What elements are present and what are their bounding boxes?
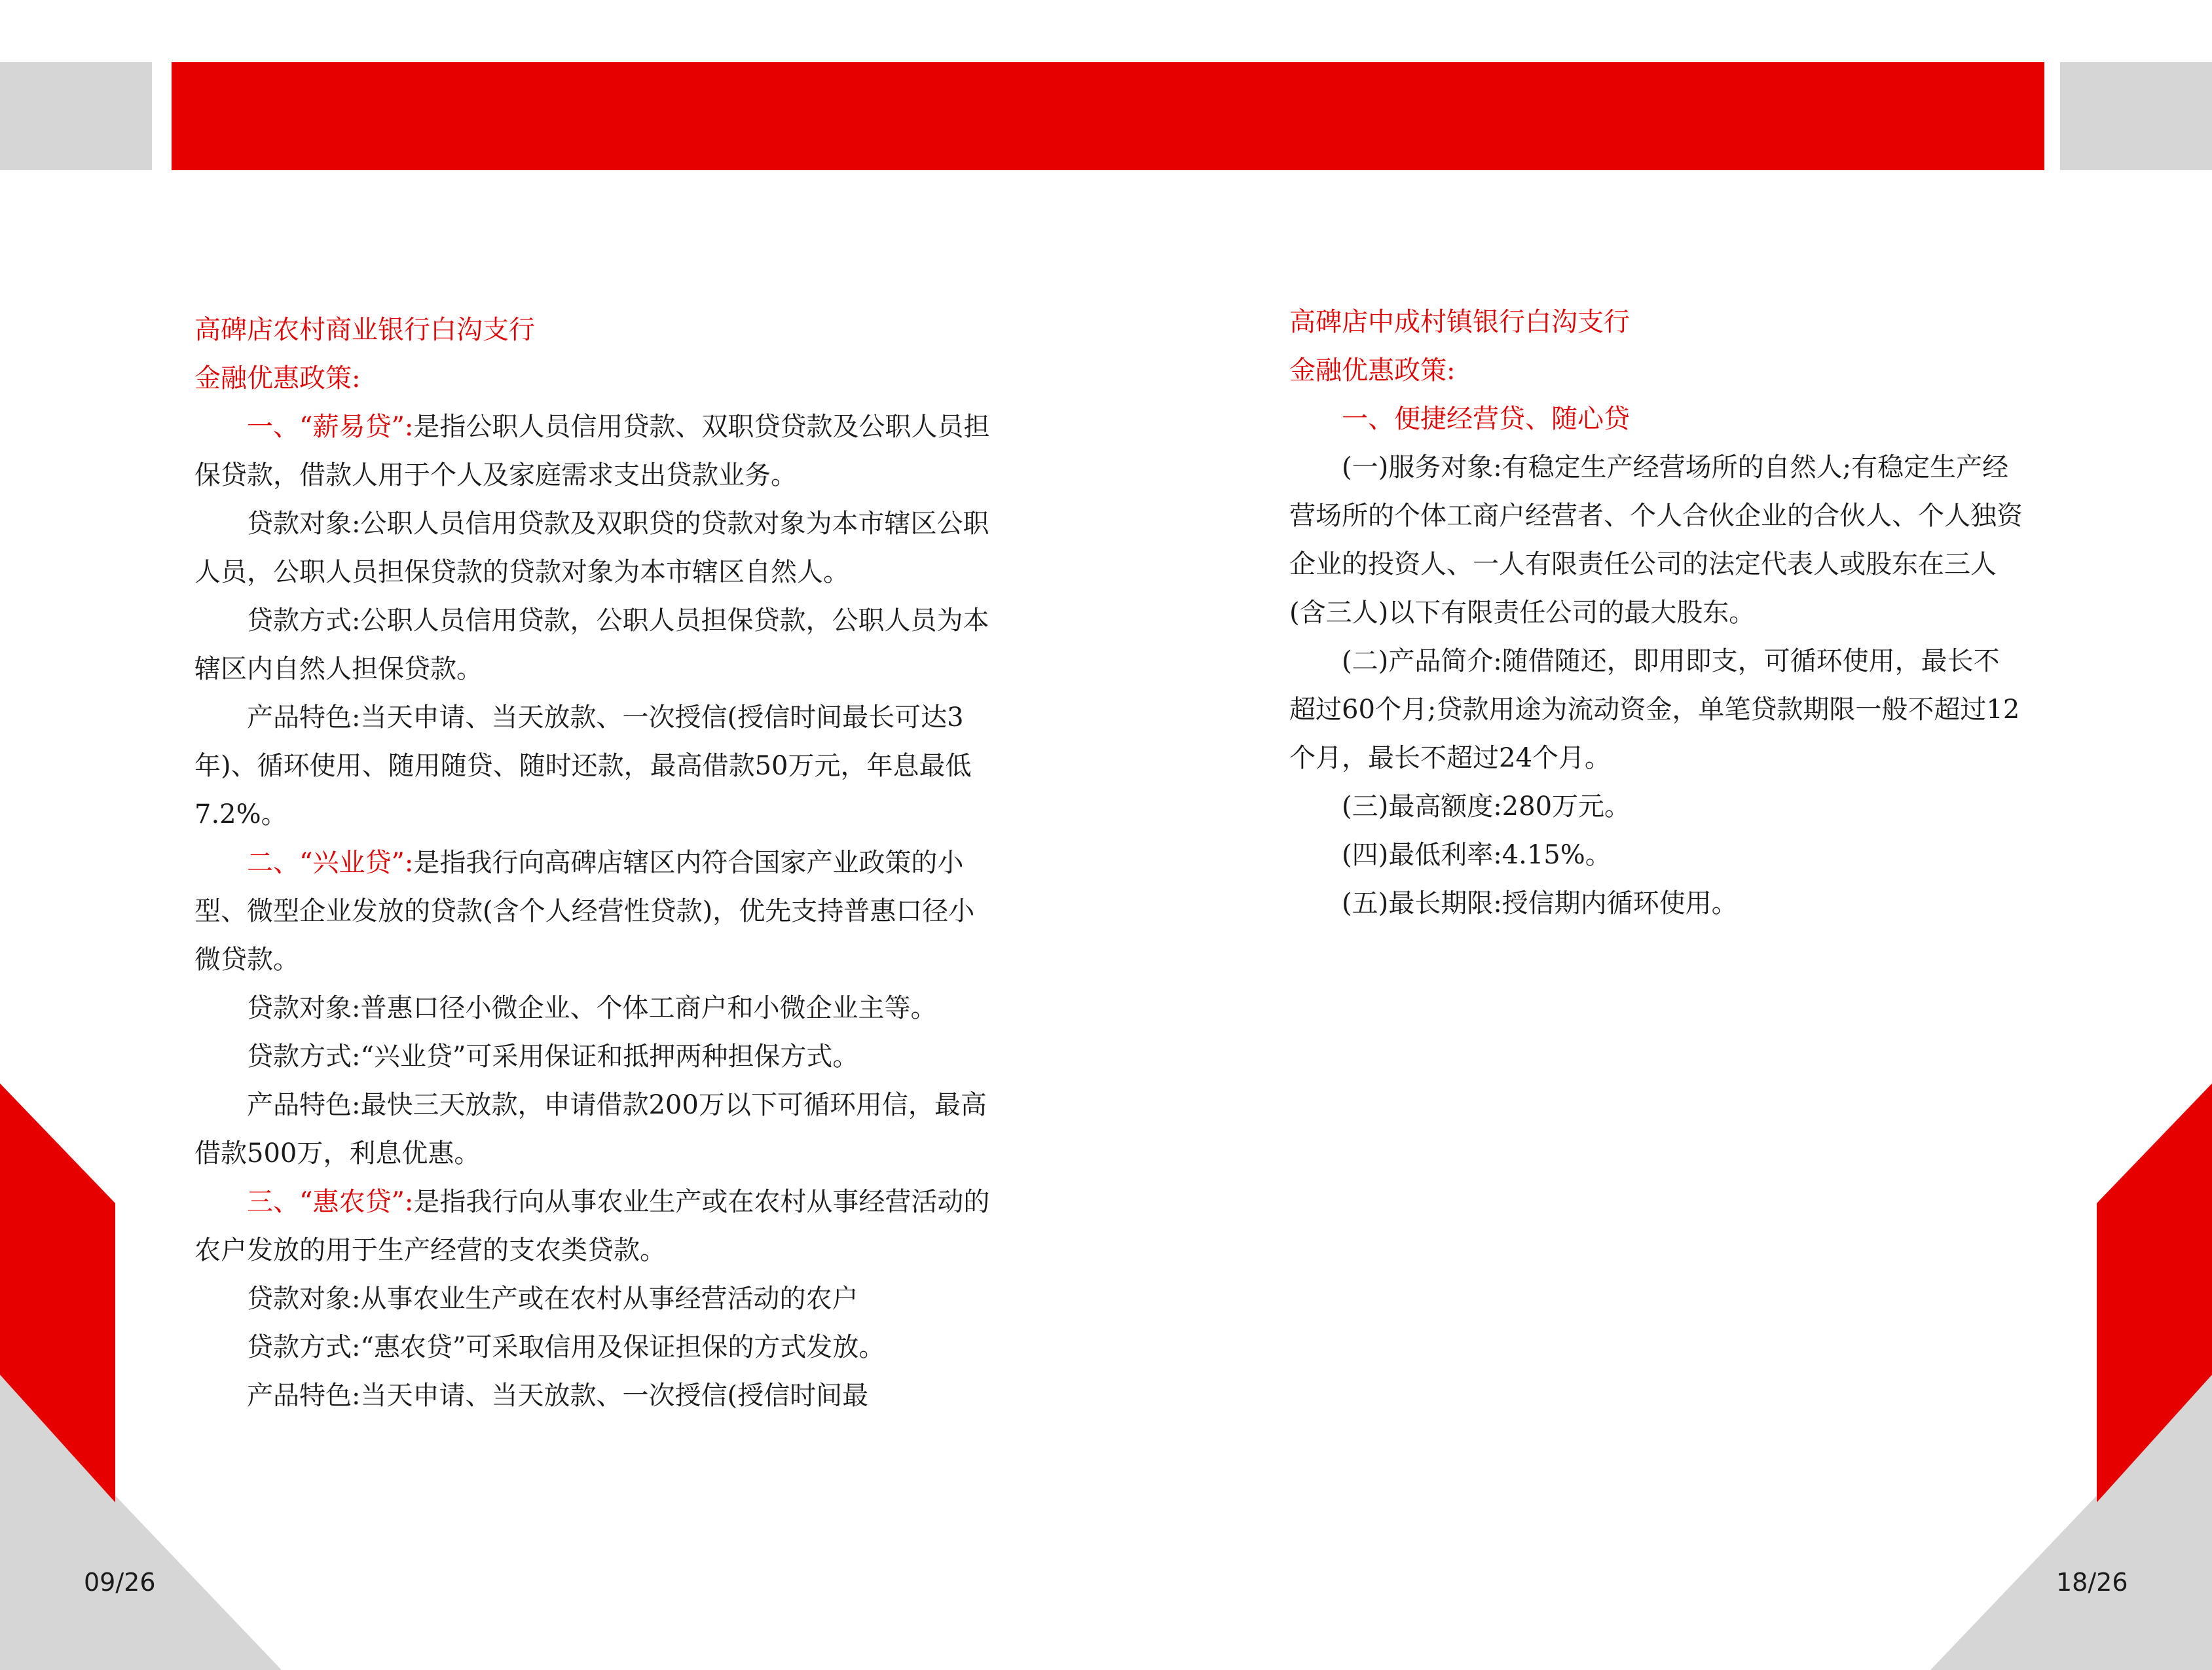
product-2-feature: 产品特色:最快三天放款，申请借款200万以下可循环用信，最高借款500万，利息优惠。 [194, 1090, 987, 1169]
left-page-content [194, 306, 1000, 1420]
product-3-target: 贷款对象:从事农业生产或在农村从事经营活动的农户 [247, 1284, 858, 1314]
product-2-description: 是指我行向高碑店辖区内符合国家产业政策的小型、微型企业发放的贷款(含个人经营性贷款)，优先支持普惠口径小微贷款。 [194, 848, 975, 975]
page-number-left: 09/26 [84, 1568, 156, 1597]
product-1-method: 贷款方式:公职人员信用贷款，公职人员担保贷款，公职人员为本辖区内自然人担保贷款。 [194, 606, 989, 684]
right-item-4: (四)最低利率:4.15%。 [1342, 840, 1612, 870]
right-item-5: (五)最长期限:授信期内循环使用。 [1342, 888, 1738, 918]
product-1-description: 是指公职人员信用贷款、双职贷贷款及公职人员担保贷款，借款人用于个人及家庭需求支出贷款业务。 [194, 412, 990, 490]
product-3-heading: 三、“惠农贷”: [247, 1187, 414, 1217]
right-item-3: (三)最高额度:280万元。 [1342, 791, 1631, 822]
left-product-2 [194, 839, 1000, 984]
page-number-right: 18/26 [2056, 1568, 2128, 1597]
product-3-feature: 产品特色:当天申请、当天放款、一次授信(授信时间最 [247, 1381, 869, 1411]
right-item-1: (一)服务对象:有稳定生产经营场所的自然人;有稳定生产经营场所的个体工商户经营者、个人合伙企业的合伙人、个人独资企业的投资人、一人有限责任公司的法定代表人或股东在三人(含三人)以下有限责任公司的最大股东。 [1289, 452, 2023, 628]
right-page-content [1289, 298, 2023, 928]
product-2-target: 贷款对象:普惠口径小微企业、个体工商户和小微企业主等。 [247, 993, 937, 1023]
left-product-3 [194, 1178, 1000, 1275]
left-bank-name: 高碑店农村商业银行白沟支行 [194, 315, 535, 345]
product-1-feature: 产品特色:当天申请、当天放款、一次授信(授信时间最长可达3年)、循环使用、随用随贷、随时还款，最高借款50万元，年息最低7.2%。 [194, 702, 972, 829]
right-policy-title: 金融优惠政策: [1289, 355, 1456, 386]
right-bank-name: 高碑店中成村镇银行白沟支行 [1289, 307, 1630, 337]
right-section-title: 一、便捷经营贷、随心贷 [1342, 404, 1630, 434]
right-item-2: (二)产品简介:随借随还，即用即支，可循环使用，最长不超过60个月;贷款用途为流动资金，单笔贷款期限一般不超过12个月，最长不超过24个月。 [1289, 646, 2020, 773]
product-1-heading: 一、“薪易贷”: [247, 412, 414, 442]
left-product-1 [194, 403, 1000, 499]
left-policy-title: 金融优惠政策: [194, 363, 361, 393]
product-2-heading: 二、“兴业贷”: [247, 848, 414, 878]
product-2-method: 贷款方式:“兴业贷”可采用保证和抵押两种担保方式。 [247, 1042, 859, 1072]
product-3-description: 是指我行向从事农业生产或在农村从事经营活动的农户发放的用于生产经营的支农类贷款。 [194, 1187, 990, 1265]
product-3-method: 贷款方式:“惠农贷”可采取信用及保证担保的方式发放。 [247, 1332, 885, 1362]
product-1-target: 贷款对象:公职人员信用贷款及双职贷的贷款对象为本市辖区公职人员，公职人员担保贷款的贷款对象为本市辖区自然人。 [194, 509, 989, 587]
